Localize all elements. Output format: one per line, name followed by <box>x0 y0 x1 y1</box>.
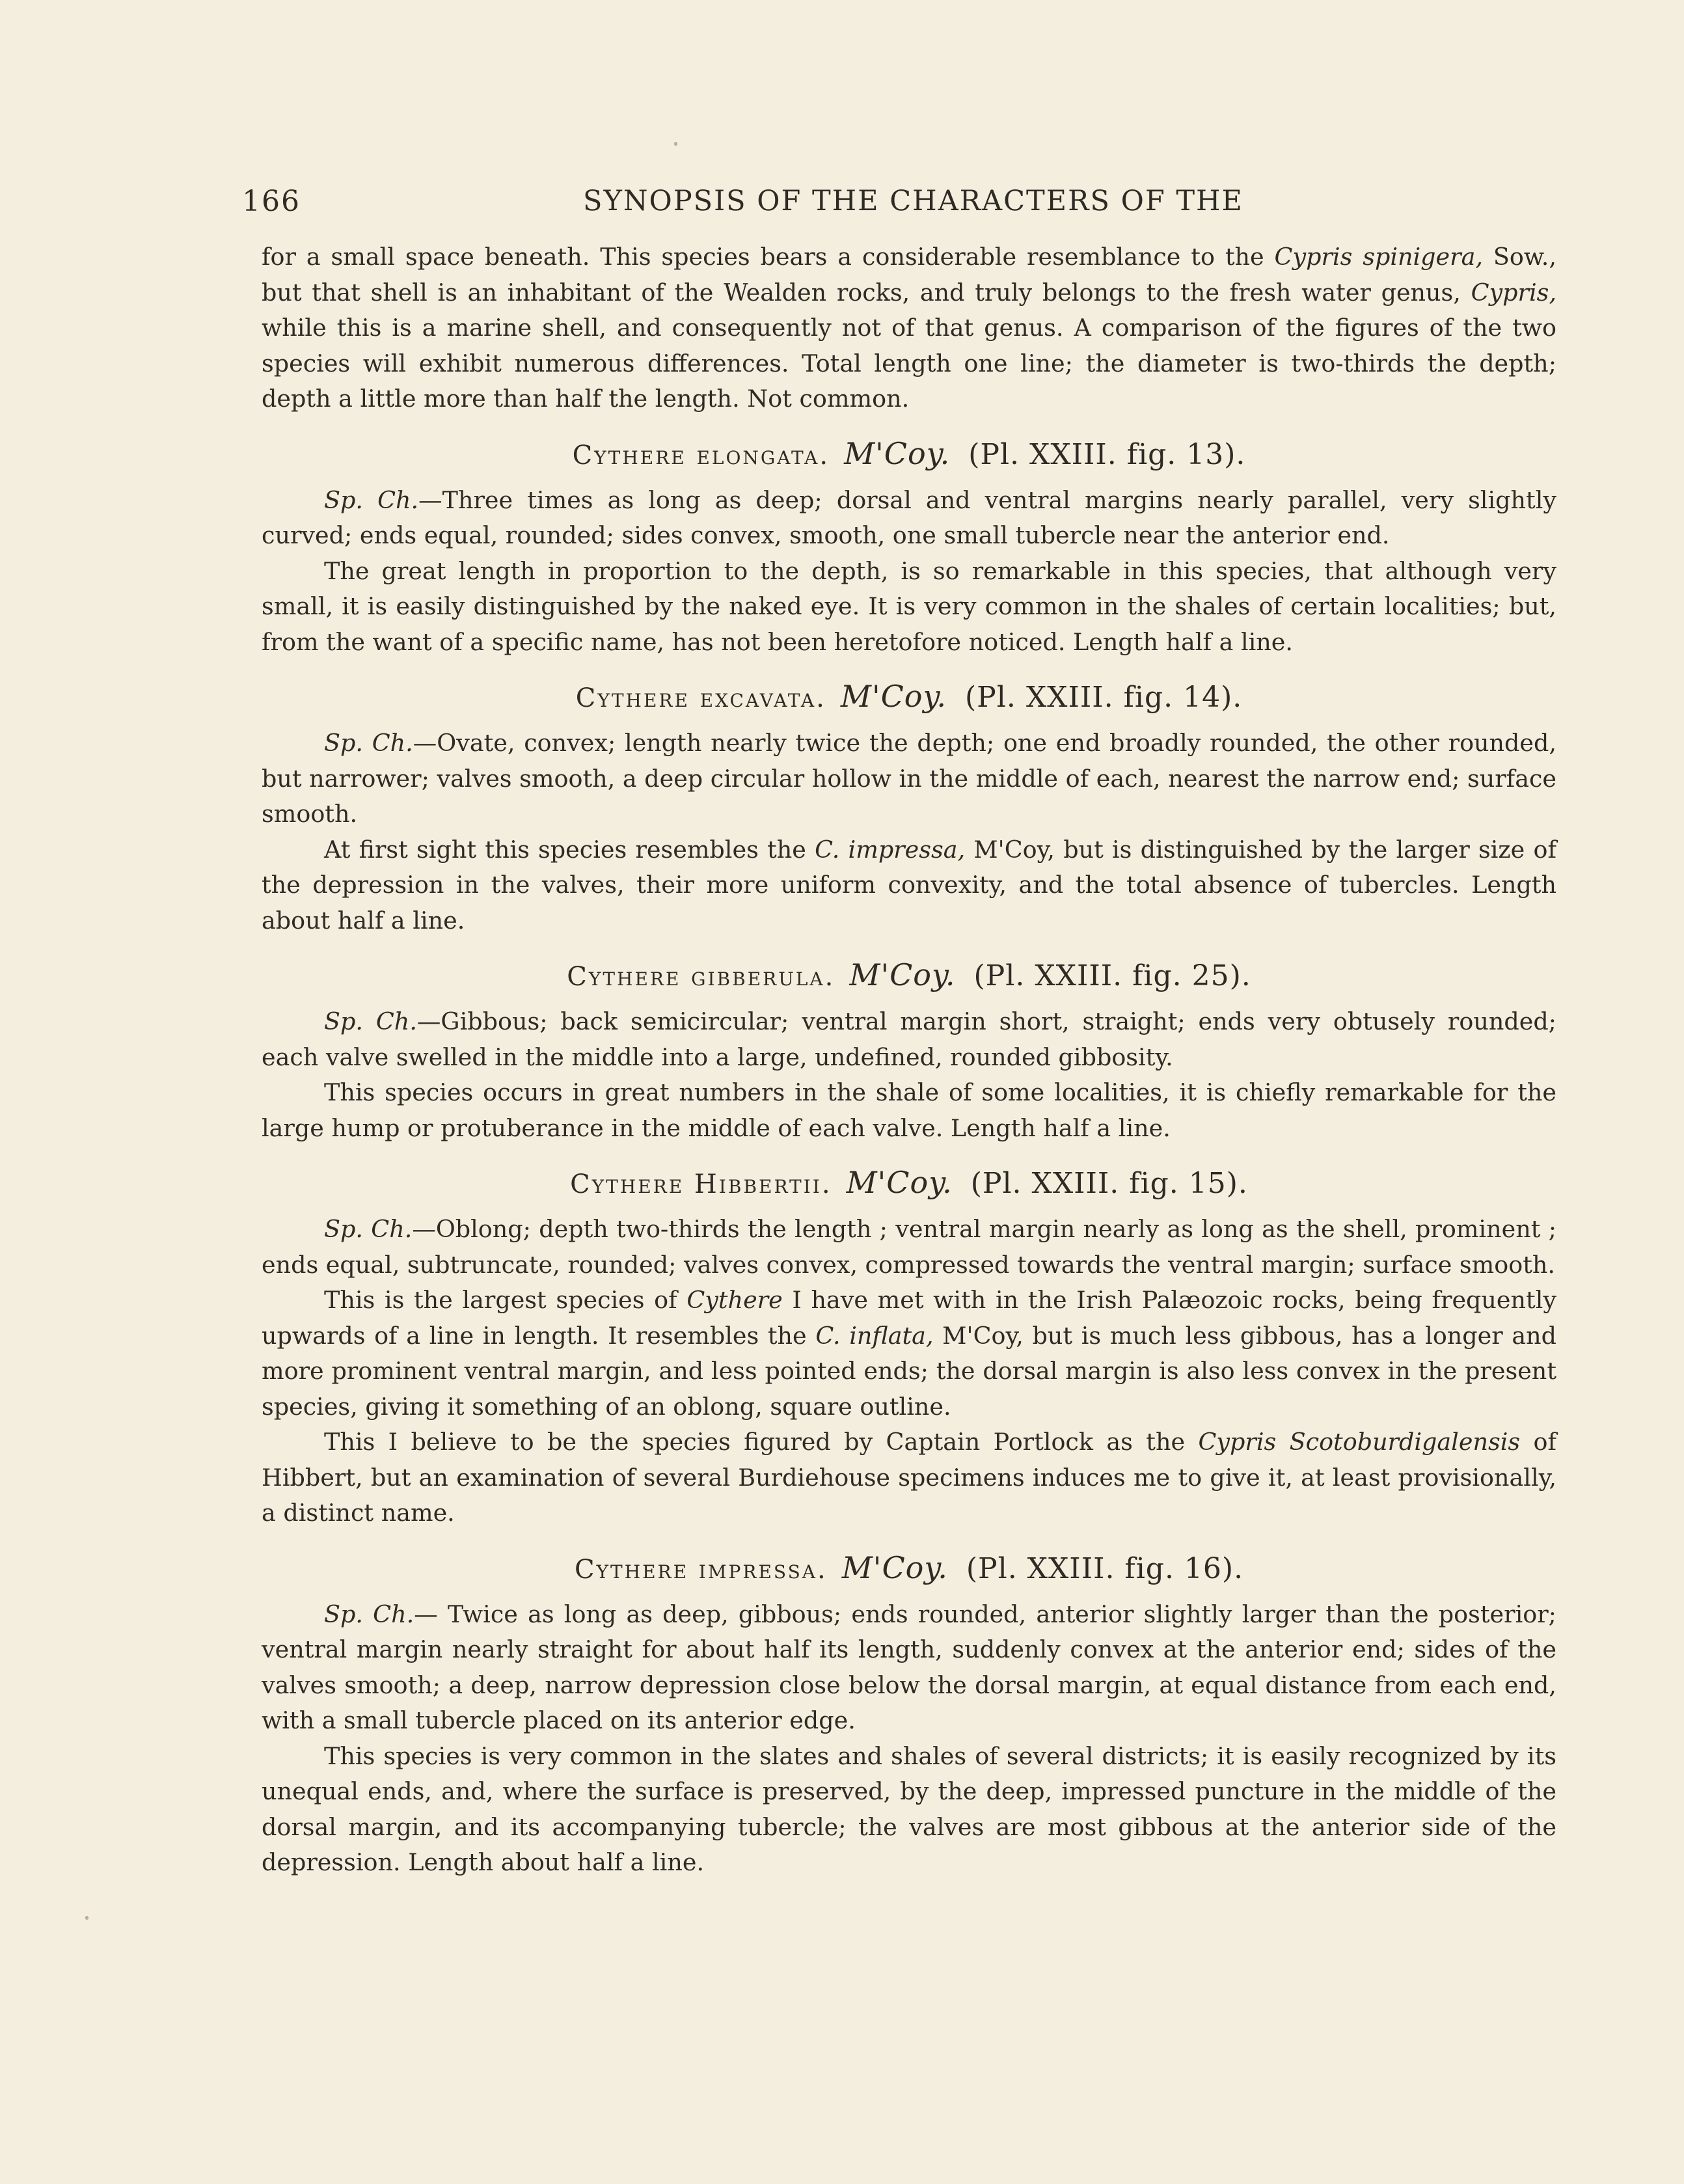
characters-text: —Gibbous; back semicircular; ventral margin short, straight; ends very obtusely rounded; each valve swelled in the middle into a large, undefined, rounded gibbosity. <box>262 1007 1556 1071</box>
species-author: M'Coy. <box>849 957 956 992</box>
specific-characters <box>262 483 1556 554</box>
species-name: Cythere elongata. <box>572 440 830 471</box>
species-author: M'Coy. <box>844 435 951 471</box>
remarks-paragraph <box>262 1283 1556 1425</box>
plate-reference: (Pl. XXIII. fig. 15). <box>970 1167 1248 1200</box>
remarks-italic-term: Cypris Scotoburdigalensis <box>1198 1428 1521 1456</box>
species-name: Cythere excavata. <box>575 683 826 713</box>
remarks-italic-term: C. impressa, <box>815 835 966 864</box>
remarks-paragraph <box>262 832 1556 939</box>
specific-characters <box>262 726 1556 832</box>
intro-paragraph <box>262 239 1556 417</box>
sp-ch-label: Sp. Ch. <box>324 729 413 757</box>
characters-text: —Ovate, convex; length nearly twice the depth; one end broadly rounded, the other rounded, but narrower; valves smooth, a deep circular hollow in the middle of each, nearest the narrow end; surface smooth. <box>262 729 1556 828</box>
species-name: Cythere Hibbertii. <box>570 1169 832 1199</box>
running-title: SYNOPSIS OF THE CHARACTERS OF THE <box>583 185 1243 217</box>
sp-ch-label: Sp. Ch. <box>324 1215 413 1243</box>
characters-text: — Twice as long as deep, gibbous; ends rounded, anterior slightly larger than the posterior; ventral margin nearly straight for about half its length, suddenly convex at the anterior end; sides of the valves smooth; a deep, narrow depression close below the dorsal margin, at equal distance from each end, with a small tubercle placed on its anterior edge. <box>262 1600 1556 1734</box>
remarks-text: This I believe to be the species figured by Captain Portlock as the <box>324 1428 1199 1456</box>
plate-reference: (Pl. XXIII. fig. 13). <box>968 437 1246 471</box>
remarks-italic-term: C. inflata, <box>815 1321 934 1350</box>
intro-text: while this is a marine shell, and consequently not of that genus. A comparison of the figures of the two species will exhibit numerous differences. Total length one line; the diameter is two-thirds the depth; depth a little more than half the length. Not common. <box>262 314 1556 413</box>
remarks-paragraph: This species occurs in great numbers in the shale of some localities, it is chiefly remarkable for the large hump or protuberance in the middle of each valve. Length half a line. <box>262 1078 1556 1142</box>
species-author: M'Coy. <box>840 679 947 714</box>
remarks-italic-term: Cythere <box>686 1286 783 1314</box>
paper-speck <box>85 1916 88 1920</box>
species-author: M'Coy. <box>846 1165 953 1200</box>
paper-speck <box>674 142 677 146</box>
sp-ch-label: Sp. Ch. <box>324 1007 417 1035</box>
specific-characters <box>262 1212 1556 1283</box>
body-text <box>262 239 1556 1881</box>
species-heading <box>262 434 1556 475</box>
remarks-text: This is the largest species of <box>324 1286 687 1314</box>
species-heading <box>262 1163 1556 1204</box>
species-heading <box>262 955 1556 996</box>
sp-ch-label: Sp. Ch. <box>324 485 419 514</box>
page-number: 166 <box>242 185 301 218</box>
characters-text: —Three times as long as deep; dorsal and ventral margins nearly parallel, very slightly curved; ends equal, rounded; sides convex, smooth, one small tubercle near the anterior end. <box>262 485 1556 549</box>
specific-characters <box>262 1004 1556 1075</box>
intro-italic-term: Cypris spinigera, <box>1274 243 1483 271</box>
sp-ch-label: Sp. Ch. <box>324 1600 414 1628</box>
specific-characters <box>262 1597 1556 1739</box>
running-head <box>242 181 1243 233</box>
intro-text: for a small space beneath. This species bears a considerable resemblance to the <box>262 243 1275 271</box>
species-name: Cythere gibberula. <box>567 962 835 992</box>
remarks-paragraph: The great length in proportion to the depth, is so remarkable in this species, that although very small, it is easily distinguished by the naked eye. It is very common in the shales of certain localities; but, from the want of a specific name, has not been heretofore noticed. Length half a line. <box>262 556 1556 656</box>
intro-italic-term: Cypris, <box>1471 278 1556 307</box>
remarks-text: At first sight this species resembles the <box>324 835 815 864</box>
intro-text: Sow., but that shell is an inhabitant of the Wealden rocks, and truly belongs to the fresh water genus, <box>262 243 1556 307</box>
species-author: M'Coy. <box>841 1549 948 1585</box>
remarks-paragraph <box>262 1425 1556 1531</box>
remarks-text: of Hibbert, but an examination of several Burdiehouse specimens induces me to give it, at least provisionally, a distinct name. <box>262 1428 1556 1527</box>
remarks-text: M'Coy, but is much less gibbous, has a longer and more prominent ventral margin, and less pointed ends; the dorsal margin is also less convex in the present species, giving it something of an oblong, square outline. <box>262 1321 1556 1421</box>
plate-reference: (Pl. XXIII. fig. 14). <box>965 681 1243 714</box>
species-heading <box>262 677 1556 718</box>
species-heading <box>262 1548 1556 1589</box>
plate-reference: (Pl. XXIII. fig. 16). <box>966 1551 1244 1585</box>
remarks-text: M'Coy, but is distinguished by the larger size of the depression in the valves, their more uniform convexity, and the total absence of tubercles. Length about half a line. <box>262 835 1556 935</box>
remarks-paragraph: This species is very common in the slates and shales of several districts; it is easily recognized by its unequal ends, and, where the surface is preserved, by the deep, impressed puncture in the middle of the dorsal margin, and its accompanying tubercle; the valves are most gibbous at the anterior side of the depression. Length about half a line. <box>262 1741 1556 1876</box>
remarks-text: I have met with in the Irish Palæozoic rocks, being frequently upwards of a line in length. It resembles the <box>262 1286 1556 1350</box>
characters-text: —Oblong; depth two-thirds the length ; ventral margin nearly as long as the shell, prominent ; ends equal, subtruncate, rounded; valves convex, compressed towards the ventral margin; surface smooth. <box>262 1215 1556 1279</box>
species-name: Cythere impressa. <box>574 1554 828 1585</box>
plate-reference: (Pl. XXIII. fig. 25). <box>973 959 1251 992</box>
